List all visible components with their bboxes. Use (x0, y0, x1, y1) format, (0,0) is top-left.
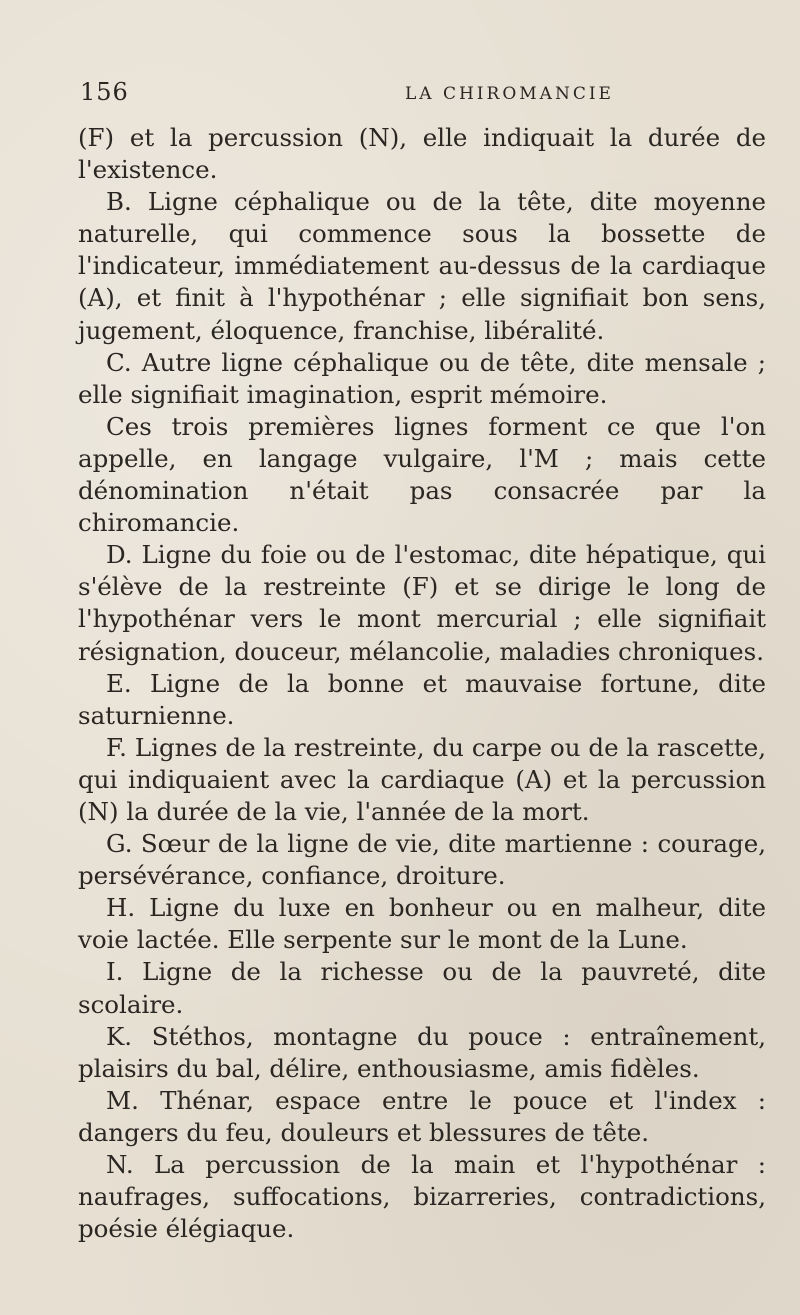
body-text (78, 122, 766, 1245)
paragraph-c-mensale: C. Autre ligne céphalique ou de tête, dite mensale ; elle signifiait imagination, esprit mémoire. (78, 347, 766, 409)
paragraph-e-saturnienne: E. Ligne de la bonne et mauvaise fortune, dite saturnienne. (78, 668, 766, 730)
running-title: LA CHIROMANCIE (405, 84, 614, 104)
paragraph-k-stethos: K. Stéthos, montagne du pouce : entraînement, plaisirs du bal, délire, enthousiasme, amis fidèles. (78, 1021, 766, 1083)
paragraph-n-percussion: N. La percussion de la main et l'hypothénar : naufrages, suffocations, bizarreries, contradictions, poésie élégiaque. (78, 1150, 766, 1244)
paragraph-m-thenar: M. Thénar, espace entre le pouce et l'index : dangers du feu, douleurs et blessures de tête. (78, 1085, 766, 1147)
paragraph-h-voie-lactee: H. Ligne du luxe en bonheur ou en malheur, dite voie lactée. Elle serpente sur le mont de la Lune. (78, 893, 766, 955)
paragraph-continuation: (F) et la percussion (N), elle indiquait la durée de l'existence. (78, 123, 766, 185)
paragraph-f-restreinte: F. Lignes de la restreinte, du carpe ou de la rascette, qui indiquaient avec la cardiaque (A) et la percussion (N) la durée de la vie, l'année de la mort. (78, 732, 766, 826)
page-header (80, 78, 770, 108)
paragraph-d-hepatique: D. Ligne du foie ou de l'estomac, dite hépatique, qui s'élève de la restreinte (F) et se dirige le long de l'hypothénar vers le mont mercurial ; elle signifiait résignation, douceur, mélancolie, maladies chroniques. (78, 540, 766, 666)
paragraph-i-scolaire: I. Ligne de la richesse ou de la pauvreté, dite scolaire. (78, 957, 766, 1019)
paragraph-g-martienne: G. Sœur de la ligne de vie, dite martienne : courage, persévérance, confiance, droiture. (78, 829, 766, 891)
paragraph-b-cephalique: B. Ligne céphalique ou de la tête, dite moyenne naturelle, qui commence sous la bossette de l'indicateur, immédiatement au-dessus de la cardiaque (A), et finit à l'hypothénar ; elle signifiait bon sens, jugement, éloquence, franchise, libéralité. (78, 187, 766, 345)
paragraph-trois-lignes: Ces trois premières lignes forment ce que l'on appelle, en langage vulgaire, l'M ; mais cette dénomination n'était pas consacrée par la chiromancie. (78, 411, 766, 538)
page-number: 156 (80, 78, 129, 106)
